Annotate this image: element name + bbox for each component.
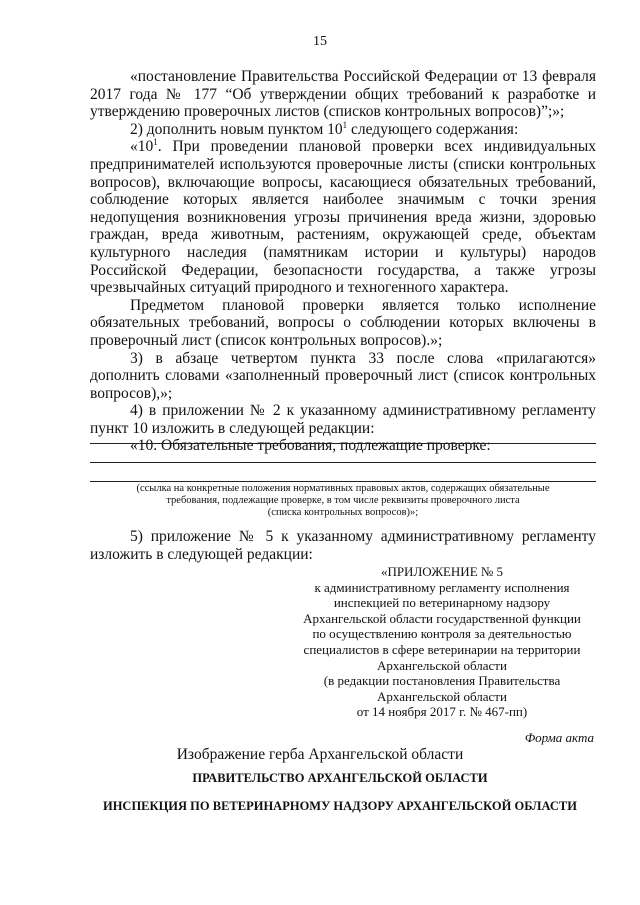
appendix-line: Архангельской области государственной функции: [303, 610, 581, 626]
heading-inspection: ИНСПЕКЦИЯ ПО ВЕТЕРИНАРНОМУ НАДЗОРУ АРХАНГЕЛЬСКОЙ ОБЛАСТИ: [102, 799, 577, 813]
paragraph-2: [90, 121, 596, 139]
superscript: 1: [153, 137, 158, 148]
note-line: требования, подлежащие проверке, в том числе реквизиты проверочного листа: [166, 495, 520, 507]
appendix-line: по осуществлению контроля за деятельностью: [312, 626, 572, 642]
appendix-line: инспекцией по ветеринарному надзору: [333, 595, 551, 611]
appendix-header: [292, 564, 592, 720]
paragraph-6: 4) в приложении № 2 к указанному административному регламенту пункт 10 изложить в следующей редакции:: [90, 402, 596, 437]
paragraph-4: Предметом плановой проверки является только исполнение обязательных требований, вопросы о соблюдении которых включены в проверочный лист (список контрольных вопросов).»;: [90, 296, 596, 349]
appendix-line: (в редакции постановления Правительства: [323, 673, 561, 689]
appendix-line: «ПРИЛОЖЕНИЕ № 5: [380, 564, 504, 579]
appendix-line: к административному регламенту исполнения: [314, 579, 570, 595]
paragraph-2-tail: следующего содержания:: [347, 120, 519, 138]
note-line: (ссылка на конкретные положения нормативных правовых актов, содержащих обязательные: [136, 483, 550, 494]
superscript: 1: [342, 119, 348, 130]
fill-line: [90, 481, 596, 482]
footnote-caption: [90, 483, 596, 520]
form-act-label: Форма акта: [524, 730, 594, 745]
document-body: [90, 68, 596, 455]
paragraph-8: 5) приложение № 5 к указанному административному регламенту изложить в следующей редакции:: [90, 528, 596, 563]
paragraph-8-container: [90, 528, 596, 563]
appendix-line: специалистов в сфере ветеринарии на территории: [303, 641, 581, 657]
appendix-line: Архангельской области: [377, 657, 507, 673]
coat-of-arms-placeholder: Изображение герба Архангельской области: [176, 746, 464, 763]
fill-line: [90, 443, 596, 444]
paragraph-5: 3) в абзаце четвертом пункта 33 после слова «прилагаются» дополнить словами «заполненный проверочный лист (список контрольных вопросов),»;: [90, 349, 596, 402]
page-number: 15: [313, 34, 327, 49]
fill-line: [90, 462, 596, 463]
paragraph-1: «постановление Правительства Российской Федерации от 13 февраля 2017 года № 177 “Об утверждении общих требований к разработке и утверждению проверочных листов (списков контрольных вопросов)”;»;: [90, 68, 596, 121]
paragraph-3: [90, 138, 596, 296]
heading-government: ПРАВИТЕЛЬСТВО АРХАНГЕЛЬСКОЙ ОБЛАСТИ: [192, 771, 488, 785]
appendix-line: от 14 ноября 2017 г. № 467-пп): [356, 704, 528, 720]
paragraph-7: «10. Обязательные требования, подлежащие проверке:: [130, 437, 491, 455]
paragraph-3-text: . При проведении плановой проверки всех индивидуальных предпринимателей используются проверочные листы (списки контрольных вопросов), включающие вопросы, касающиеся обязательных требований, соблюдение которых является наиболее значимым с точки зрения недопущения возникновения угрозы причинения вреда жизни, здоровью граждан, вреда животным, растениям, окружающей среде, объектам культурного наследия (памятникам истории и культуры) народов Российской Федерации, безопасности государства, а также угрозы чрезвычайных ситуаций природного и техногенного характера.: [90, 138, 596, 297]
appendix-line: Архангельской области: [377, 688, 507, 704]
paragraph-3-start: «10: [130, 138, 154, 156]
note-line: (списка контрольных вопросов)»;: [267, 507, 419, 519]
paragraph-2-text: 2) дополнить новым пунктом 10: [130, 120, 343, 138]
